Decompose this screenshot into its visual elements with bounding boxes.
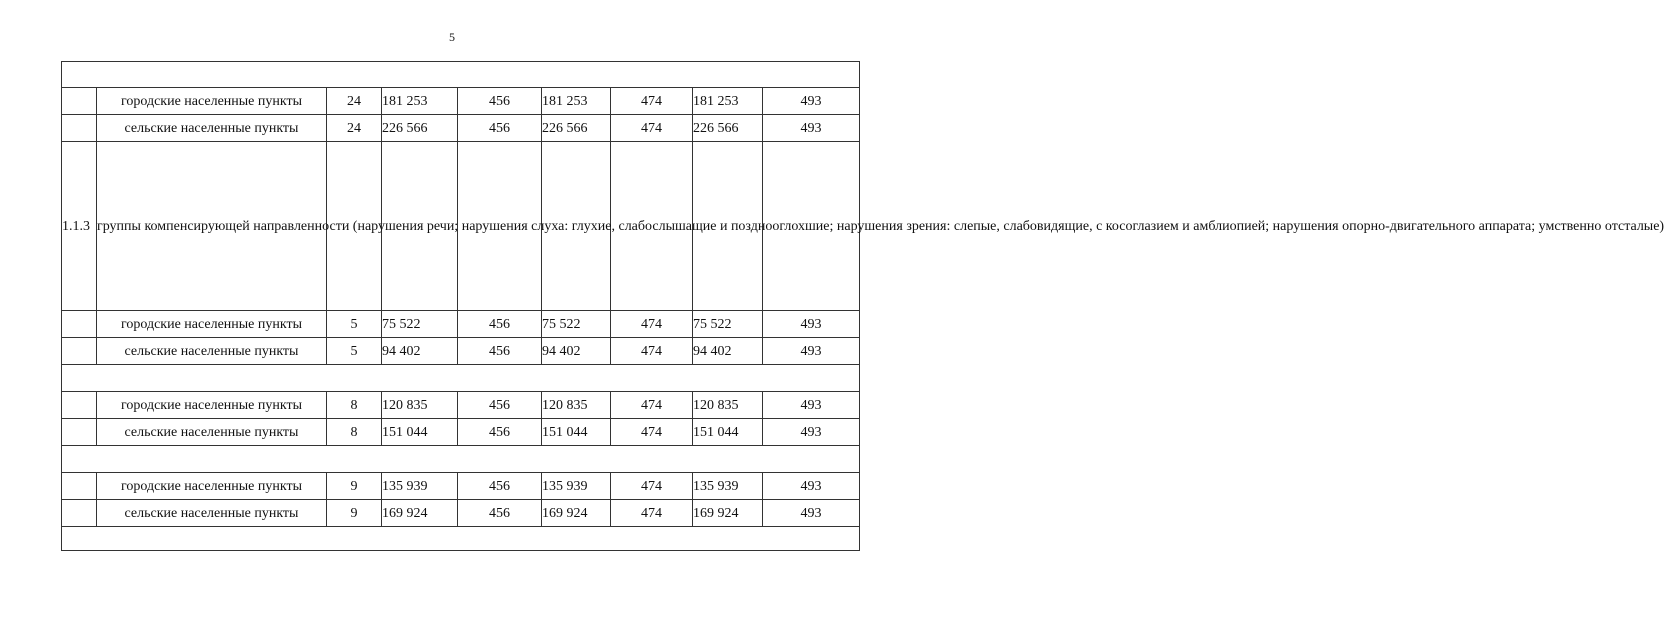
code-cell-3: 493 [763, 115, 860, 142]
value-cell-2: 135 939 [542, 473, 611, 500]
code-cell-1: 456 [458, 338, 542, 365]
row-number-cell [62, 473, 97, 500]
table-row [62, 142, 860, 311]
tariff-table [61, 61, 1664, 551]
value-cell-3: 120 835 [693, 392, 763, 419]
value-cell-1: 75 522 [382, 311, 458, 338]
locality-name: сельские населенные пункты [97, 500, 327, 527]
code-cell-3: 493 [763, 500, 860, 527]
code-cell-1: 456 [458, 419, 542, 446]
table-row [62, 311, 860, 338]
value-cell-3: 151 044 [693, 419, 763, 446]
code-cell-2: 474 [611, 392, 693, 419]
code-cell-1: 456 [458, 473, 542, 500]
value-cell-3: 226 566 [693, 115, 763, 142]
value-cell-3: 75 522 [693, 311, 763, 338]
locality-name: городские населенные пункты [97, 88, 327, 115]
locality-name: сельские населенные пункты [97, 419, 327, 446]
code-cell-1: 456 [458, 392, 542, 419]
section-cell [62, 527, 860, 551]
value-cell-1: 226 566 [382, 115, 458, 142]
table-row [62, 392, 860, 419]
section-row [62, 527, 860, 551]
count-cell: 5 [327, 338, 382, 365]
value-cell-2: 181 253 [542, 88, 611, 115]
value-cell-2: 94 402 [542, 338, 611, 365]
section-cell [62, 62, 860, 88]
code-cell-2: 474 [611, 419, 693, 446]
row-number-cell [62, 392, 97, 419]
code-cell-3: 493 [763, 338, 860, 365]
value-cell-3: 169 924 [693, 500, 763, 527]
code-cell-1: 456 [458, 311, 542, 338]
code-cell-3: 493 [763, 392, 860, 419]
value-cell-1: 120 835 [382, 392, 458, 419]
count-cell: 8 [327, 392, 382, 419]
count-cell: 8 [327, 419, 382, 446]
row-number-cell [62, 115, 97, 142]
count-cell: 24 [327, 115, 382, 142]
row-number-cell [62, 500, 97, 527]
code-cell-2: 474 [611, 311, 693, 338]
section-row [62, 62, 860, 88]
code-cell-2: 474 [611, 115, 693, 142]
count-cell: 9 [327, 500, 382, 527]
code-cell-2: 474 [611, 473, 693, 500]
locality-name: сельские населенные пункты [97, 338, 327, 365]
table-row [62, 338, 860, 365]
row-number-cell [62, 311, 97, 338]
table-row [62, 88, 860, 115]
value-cell-3: 135 939 [693, 473, 763, 500]
count-cell: 5 [327, 311, 382, 338]
value-cell-1: 135 939 [382, 473, 458, 500]
code-cell-2: 474 [611, 500, 693, 527]
code-cell-3: 493 [763, 473, 860, 500]
value-cell-2: 226 566 [542, 115, 611, 142]
code-cell-1: 456 [458, 500, 542, 527]
section-row [62, 446, 860, 473]
code-cell-2: 474 [611, 88, 693, 115]
code-cell-2: 474 [611, 338, 693, 365]
value-cell-1: 94 402 [382, 338, 458, 365]
section-cell [62, 365, 860, 392]
row-number-cell [62, 419, 97, 446]
code-cell-1: 456 [458, 115, 542, 142]
code-cell-3: 493 [763, 88, 860, 115]
value-cell-1: 181 253 [382, 88, 458, 115]
locality-name: сельские населенные пункты [97, 115, 327, 142]
value-cell-2: 120 835 [542, 392, 611, 419]
count-cell: 9 [327, 473, 382, 500]
row-number-cell: 1.1.3 [62, 142, 97, 311]
locality-name: городские населенные пункты [97, 473, 327, 500]
table-row [62, 500, 860, 527]
value-cell-3: 94 402 [693, 338, 763, 365]
count-cell: 24 [327, 88, 382, 115]
locality-name: городские населенные пункты [97, 392, 327, 419]
table-row [62, 419, 860, 446]
code-cell-1: 456 [458, 88, 542, 115]
code-cell-3: 493 [763, 311, 860, 338]
value-cell-2: 75 522 [542, 311, 611, 338]
table-row [62, 115, 860, 142]
table-row [62, 473, 860, 500]
section-cell [62, 446, 860, 473]
value-cell-1: 169 924 [382, 500, 458, 527]
section-row [62, 365, 860, 392]
value-cell-3: 181 253 [693, 88, 763, 115]
value-cell-2: 169 924 [542, 500, 611, 527]
page-number: 5 [449, 30, 455, 44]
row-number-cell [62, 338, 97, 365]
locality-name: городские населенные пункты [97, 311, 327, 338]
value-cell-2: 151 044 [542, 419, 611, 446]
row-number-cell [62, 88, 97, 115]
value-cell-1: 151 044 [382, 419, 458, 446]
code-cell-3: 493 [763, 419, 860, 446]
group-description: группы компенсирующей направленности (нарушения речи; нарушения слуха: глухие, слабослышащие и позднооглохшие; нарушения зрения: слепые, слабовидящие, с косоглазием и амблиопией; нарушения опорно-двигательного аппарата; умственно отсталые) [97, 142, 327, 311]
